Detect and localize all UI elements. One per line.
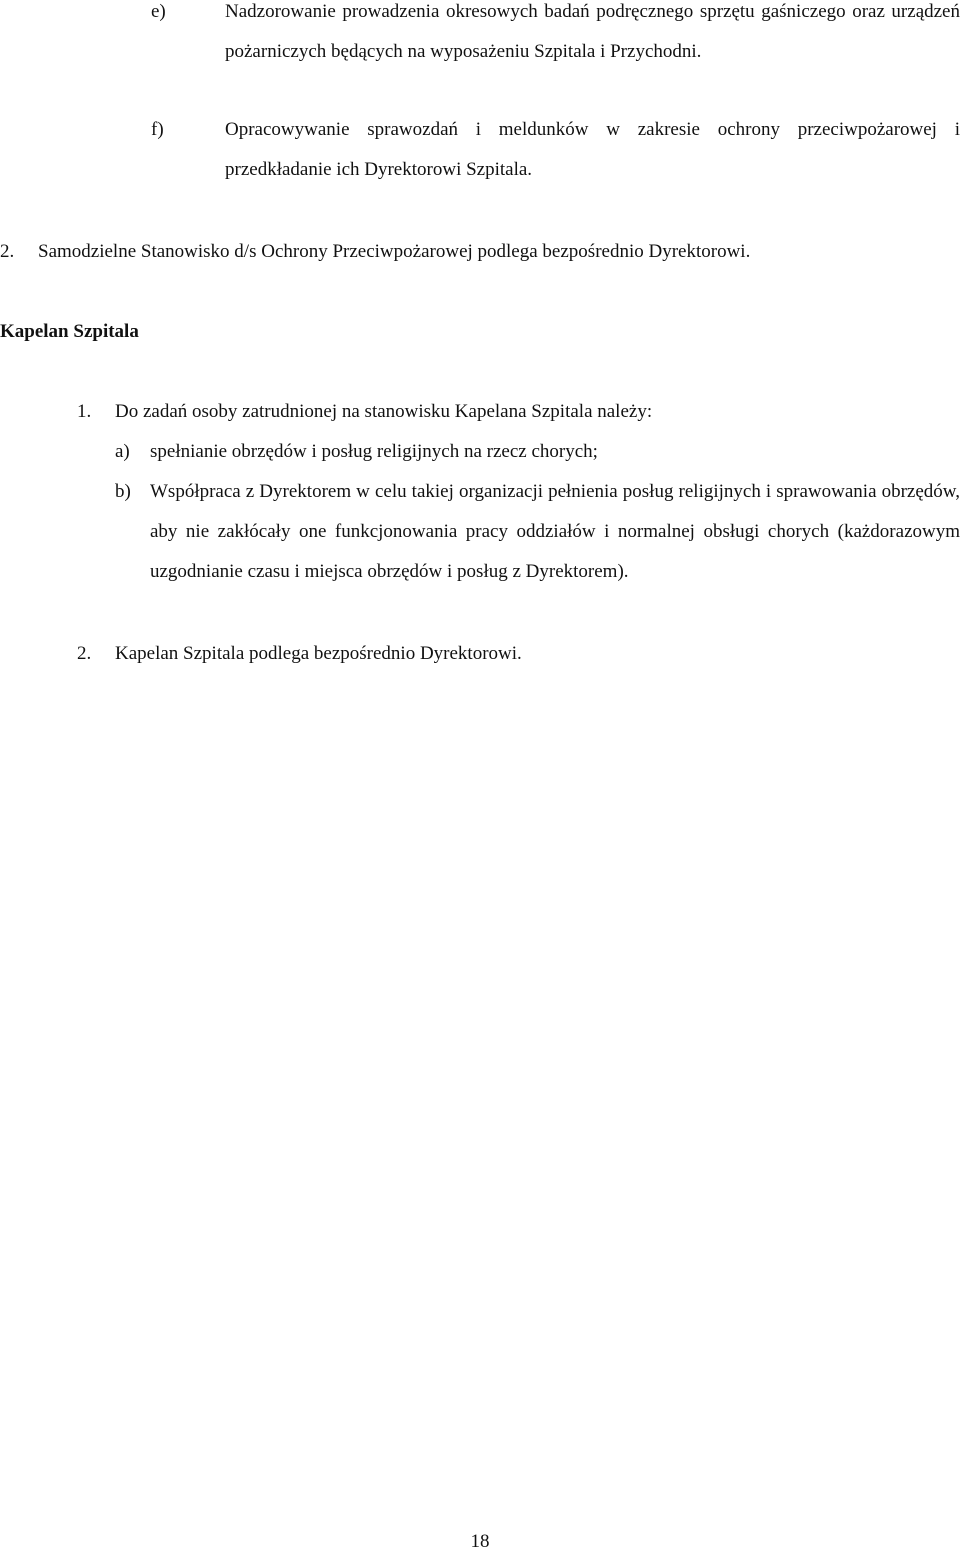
list-marker: b) <box>115 481 131 502</box>
list-marker: e) <box>151 1 166 22</box>
list-item-text: Do zadań osoby zatrudnionej na stanowisku Kapelana Szpitala należy: <box>115 401 653 422</box>
list-item-text: Kapelan Szpitala podlega bezpośrednio Dyrektorowi. <box>115 643 522 664</box>
page-number: 18 <box>470 1531 490 1552</box>
section-heading: Kapelan Szpitala <box>0 321 139 342</box>
list-marker: a) <box>115 441 130 462</box>
list-item-text: Współpraca z Dyrektorem w celu takiej organizacji pełnienia posług religijnych i sprawowania obrzędów, aby nie zakłócały one funkcjonowania pracy oddziałów i normalnej obsługi chorych (każdorazowym uzgodnianie czasu i miejsca obrzędów i posług z Dyrektorem). <box>150 481 960 582</box>
list-marker: 1. <box>77 401 92 422</box>
list-item-text: Samodzielne Stanowisko d/s Ochrony Przeciwpożarowej podlega bezpośrednio Dyrektorowi. <box>38 241 751 262</box>
list-item-text: Nadzorowanie prowadzenia okresowych badań podręcznego sprzętu gaśniczego oraz urządzeń pożarniczych będących na wyposażeniu Szpitala i Przychodni. <box>225 1 960 62</box>
list-marker: f) <box>151 119 164 140</box>
list-item-text: Opracowywanie sprawozdań i meldunków w zakresie ochrony przeciwpożarowej i przedkładanie ich Dyrektorowi Szpitala. <box>225 119 960 180</box>
list-marker: 2. <box>0 241 15 262</box>
list-item-text: spełnianie obrzędów i posług religijnych na rzecz chorych; <box>150 441 598 462</box>
list-marker: 2. <box>77 643 92 664</box>
